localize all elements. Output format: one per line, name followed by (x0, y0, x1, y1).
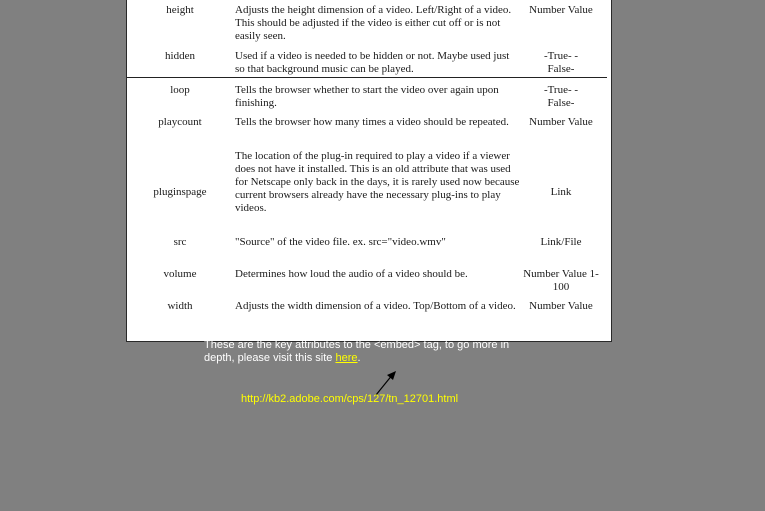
attribute-name: volume (163, 268, 197, 280)
table-row (127, 236, 611, 264)
attribute-description: Tells the browser whether to start the video over again upon finishing. (235, 84, 499, 109)
attribute-name: width (167, 300, 193, 312)
attribute-description: Adjusts the width dimension of a video. Top/Bottom of a video. (235, 300, 516, 312)
table-row (127, 150, 611, 220)
attribute-value: Number Value (529, 4, 593, 16)
table-row (127, 50, 611, 78)
table-row (127, 116, 611, 144)
attribute-description: The location of the plug-in required to play a video if a viewer does not have it installed. This is an old attribute that was used for Netscape only back in the days, it is rarely used now because current browsers already have the necessary plug-ins to play videos. (235, 150, 520, 214)
caption-text (204, 339, 524, 365)
attribute-name: src (173, 236, 187, 248)
table-row (127, 268, 611, 296)
attribute-description: "Source" of the video file. ex. src="video.wmv" (235, 236, 446, 248)
attribute-name: playcount (158, 116, 202, 128)
attribute-value: -True- -False- (543, 84, 579, 109)
attribute-name: hidden (165, 50, 195, 62)
attribute-value: Number Value (529, 300, 593, 312)
attribute-name: height (166, 4, 194, 16)
caption-end: . (357, 352, 361, 364)
table-row (127, 300, 611, 328)
attribute-name: pluginspage (153, 186, 207, 198)
attribute-value: Number Value 1-100 (523, 268, 599, 293)
attribute-value: -True- -False- (543, 50, 579, 75)
attribute-description: Tells the browser how many times a video should be repeated. (235, 116, 509, 128)
attribute-value: Number Value (529, 116, 593, 128)
table-row (127, 4, 611, 48)
attribute-name: loop (170, 84, 190, 96)
attributes-table (126, 0, 612, 342)
here-link[interactable]: here (335, 352, 358, 364)
caption-body: These are the key attributes to the <embed> tag, to go more in depth, please visit this site (204, 339, 510, 364)
attribute-value: Link/File (540, 236, 582, 248)
attribute-description: Determines how loud the audio of a video should be. (235, 268, 468, 280)
reference-url-link[interactable]: http://kb2.adobe.com/cps/127/tn_12701.html (241, 393, 459, 405)
table-divider (127, 77, 607, 78)
table-row (127, 84, 611, 112)
attribute-description: Adjusts the height dimension of a video. Left/Right of a video. This should be adjusted if the video is either cut off or is not easily seen. (235, 4, 512, 42)
attribute-description: Used if a video is needed to be hidden or not. Maybe used just so that background music can be played. (235, 50, 510, 75)
attribute-value: Link (550, 186, 572, 198)
